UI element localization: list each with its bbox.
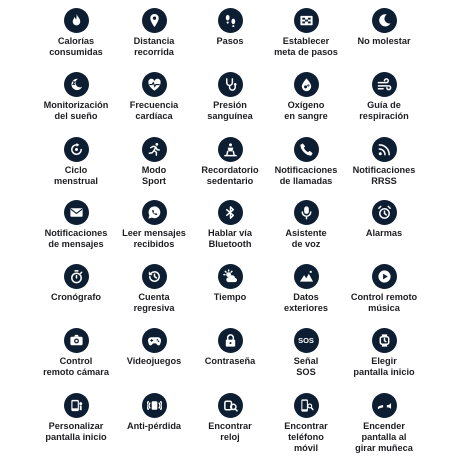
feature-label-line: Elegir: [371, 356, 397, 366]
flame-icon: [64, 8, 89, 33]
feature-label-line: de llamadas: [279, 176, 333, 186]
flag-icon: [294, 8, 319, 33]
feature-label-line: Cuenta: [138, 292, 170, 302]
feature-label-line: pantalla inicio: [45, 432, 107, 442]
footprints-icon: [218, 8, 243, 33]
watch-icon: [372, 328, 397, 353]
feature-label: [338, 356, 430, 378]
feature-label-line: Tiempo: [213, 292, 247, 302]
feature-label-line: SOS: [296, 367, 316, 377]
feature-label-line: pantalla al: [361, 432, 407, 442]
feature-label-line: Contraseña: [204, 356, 256, 366]
feature-label-line: girar muñeca: [355, 443, 413, 453]
feature-label-line: música: [368, 303, 400, 313]
play-icon: [372, 264, 397, 289]
feature-label-line: Frecuencia: [129, 100, 179, 110]
find-watch-icon: [218, 393, 243, 418]
feature-label-line: reloj: [220, 432, 240, 442]
feature-label-line: Ciclo: [64, 165, 88, 175]
rss-icon: [372, 137, 397, 162]
find-phone-icon: [294, 393, 319, 418]
stethoscope-icon: [218, 72, 243, 97]
feature-label-line: Hablar vía: [208, 228, 252, 238]
gamepad-icon: [142, 328, 167, 353]
feature-label-line: en sangre: [284, 111, 328, 121]
cycle-icon: [64, 137, 89, 162]
feature-item: [338, 72, 430, 122]
moon-icon: [372, 8, 397, 33]
feature-label-line: pantalla inicio: [353, 367, 415, 377]
feature-label-line: Control remoto: [350, 292, 418, 302]
feature-label: [338, 36, 430, 47]
feature-label-line: Sport: [142, 176, 166, 186]
heart-rate-icon: [142, 72, 167, 97]
feature-label-line: Presión: [213, 100, 247, 110]
stopwatch-icon: [64, 264, 89, 289]
feature-label-line: respiración: [359, 111, 409, 121]
feature-label-line: Asistente: [285, 228, 327, 238]
feature-label-line: RRSS: [371, 176, 397, 186]
feature-label-line: Oxígeno: [287, 100, 325, 110]
icon-label: SOS: [298, 336, 314, 345]
anti-loss-icon: [142, 393, 167, 418]
feature-item: [338, 393, 430, 454]
feature-label: [338, 100, 430, 122]
watch-face-icon: [64, 393, 89, 418]
feature-label-line: de voz: [291, 239, 321, 249]
wrist-wake-icon: [372, 393, 397, 418]
feature-label-line: del sueño: [54, 111, 98, 121]
lock-icon: [218, 328, 243, 353]
map-pin-icon: [142, 8, 167, 33]
sleep-moon-icon: [64, 72, 89, 97]
feature-label-line: Alarmas: [365, 228, 403, 238]
feature-label-line: Encontrar: [284, 421, 328, 431]
feature-label: [338, 228, 430, 239]
feature-item: [338, 264, 430, 314]
feature-label-line: Distancia: [133, 36, 175, 46]
chat-icon: [142, 200, 167, 225]
feature-label-line: Control: [59, 356, 93, 366]
feature-label-line: Recordatorio: [201, 165, 259, 175]
feature-label-line: Monitorización: [43, 100, 109, 110]
feature-label-line: No molestar: [357, 36, 411, 46]
feature-label-line: de mensajes: [48, 239, 104, 249]
feature-label-line: Guía de: [367, 100, 401, 110]
feature-label-line: recibidos: [133, 239, 175, 249]
oxygen-drop-icon: [294, 72, 319, 97]
weather-icon: [218, 264, 243, 289]
feature-item: [338, 137, 430, 187]
feature-label-line: consumidas: [49, 47, 103, 57]
feature-label-line: remoto cámara: [43, 367, 109, 377]
feature-label-line: Señal: [293, 356, 319, 366]
feature-label-line: Leer mensajes: [122, 228, 186, 238]
feature-label-line: Anti-pérdida: [126, 421, 182, 431]
feature-label: [338, 165, 430, 187]
feature-label-line: Datos: [293, 292, 319, 302]
feature-label-line: regresiva: [133, 303, 175, 313]
feature-label-line: cardíaca: [135, 111, 173, 121]
feature-label: [338, 421, 430, 454]
feature-label-line: Calorías: [57, 36, 95, 46]
feature-label-line: Modo: [141, 165, 167, 175]
feature-label-line: Notificaciones: [44, 228, 108, 238]
feature-label-line: Pasos: [216, 36, 244, 46]
feature-label-line: Cronógrafo: [50, 292, 101, 302]
feature-label-line: Notificaciones: [274, 165, 338, 175]
bluetooth-icon: [218, 200, 243, 225]
feature-label-line: Bluetooth: [208, 239, 252, 249]
countdown-icon: [142, 264, 167, 289]
feature-label-line: Personalizar: [48, 421, 104, 431]
feature-label: [338, 292, 430, 314]
feature-label-line: recorrida: [134, 47, 174, 57]
feature-label-line: teléfono: [288, 432, 324, 442]
feature-label-line: Encontrar: [208, 421, 252, 431]
feature-item: [338, 8, 430, 47]
sos-icon: [294, 328, 319, 353]
feature-label-line: Encender: [363, 421, 405, 431]
wind-icon: [372, 72, 397, 97]
mountain-icon: [294, 264, 319, 289]
feature-label-line: menstrual: [54, 176, 98, 186]
alarm-clock-icon: [372, 200, 397, 225]
feature-label-line: Establecer: [282, 36, 330, 46]
envelope-icon: [64, 200, 89, 225]
running-icon: [142, 137, 167, 162]
camera-icon: [64, 328, 89, 353]
feature-label-line: Videojuegos: [126, 356, 182, 366]
feature-label-line: meta de pasos: [274, 47, 338, 57]
feature-item: [338, 328, 430, 378]
feature-item: [338, 200, 430, 239]
feature-label-line: Notificaciones: [352, 165, 416, 175]
microphone-icon: [294, 200, 319, 225]
feature-label-line: exteriores: [284, 303, 328, 313]
sedentary-icon: [218, 137, 243, 162]
phone-icon: [294, 137, 319, 162]
feature-label-line: sanguínea: [207, 111, 253, 121]
feature-label-line: móvil: [294, 443, 318, 453]
feature-label-line: sedentario: [206, 176, 254, 186]
